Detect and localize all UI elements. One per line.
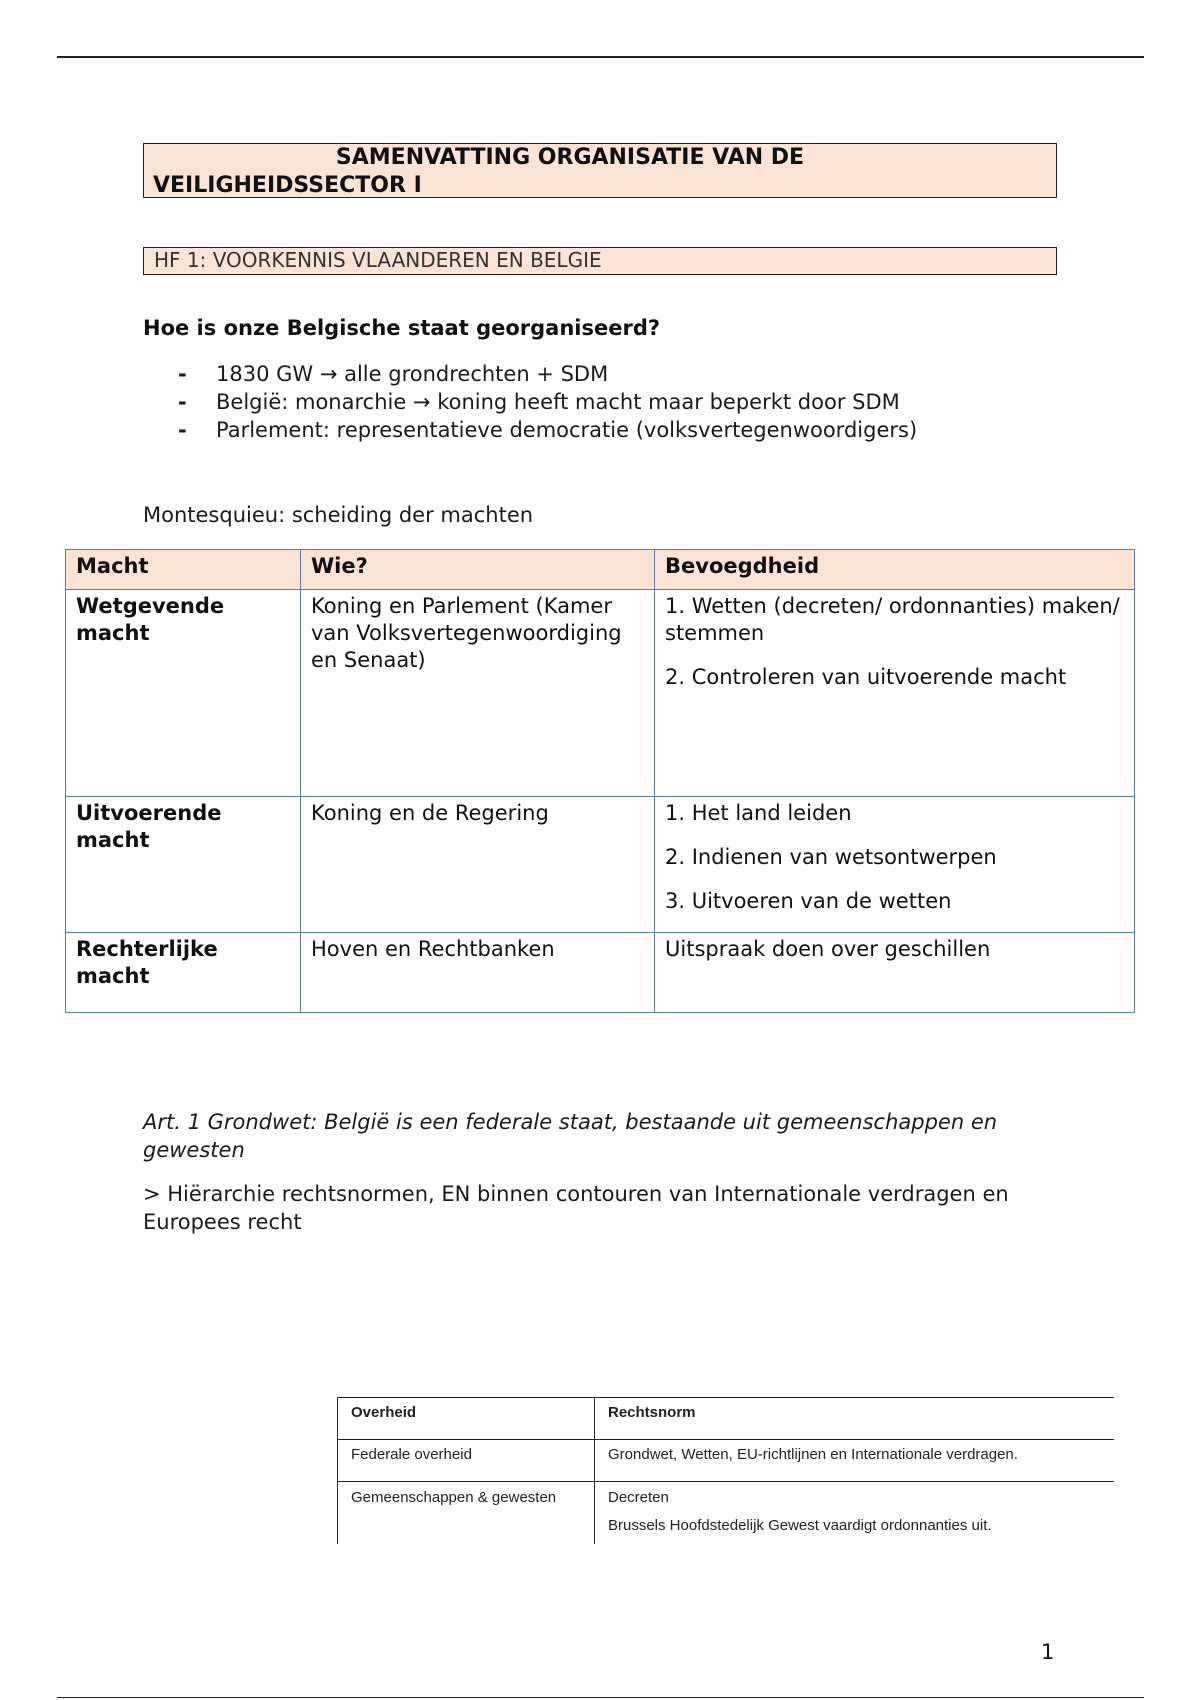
montesquieu-text: Montesquieu: scheiding der machten <box>143 503 534 527</box>
macht-cell: Wetgevende macht <box>66 590 301 797</box>
wie-cell: Koning en Parlement (Kamer van Volksvertegenwoordiging en Senaat) <box>301 590 655 797</box>
section-heading: Hoe is onze Belgische staat georganiseerd? <box>143 316 661 340</box>
footer-rule <box>57 1697 1144 1698</box>
table-row <box>66 797 1135 933</box>
rechtsnorm-cell: Decreten Brussels Hoofdstedelijk Gewest vaardigt ordonnanties uit. <box>594 1482 1114 1544</box>
overheid-cell: Federale overheid <box>337 1440 594 1481</box>
table-header-row <box>337 1397 1114 1439</box>
table-row <box>66 590 1135 797</box>
wie-cell: Hoven en Rechtbanken <box>301 933 655 1013</box>
overheid-cell: Gemeenschappen & gewesten <box>337 1482 594 1544</box>
bullet-list <box>178 360 917 444</box>
column-header-bevoegdheid: Bevoegdheid <box>655 550 1135 590</box>
bevoegdheid-cell: 1. Het land leiden 2. Indienen van wetsontwerpen 3. Uitvoeren van de wetten <box>655 797 1135 933</box>
table-header-row <box>66 550 1135 590</box>
column-header-wie: Wie? <box>301 550 655 590</box>
table-row <box>337 1481 1114 1544</box>
bevoegdheid-cell: Uitspraak doen over geschillen <box>655 933 1135 1013</box>
page-number: 1 <box>1041 1640 1055 1664</box>
article-1-quote: Art. 1 Grondwet: België is een federale staat, bestaande uit gemeenschappen en gewesten <box>143 1110 998 1162</box>
document-title <box>143 143 1057 198</box>
column-header-overheid: Overheid <box>337 1398 594 1439</box>
title-line-2: VEILIGHEIDSSECTOR I <box>153 173 422 198</box>
column-header-macht: Macht <box>66 550 301 590</box>
title-line-1: SAMENVATTING ORGANISATIE VAN DE <box>335 145 805 170</box>
list-item: - Parlement: representatieve democratie (volksvertegenwoordigers) <box>178 418 918 442</box>
chapter-heading: HF 1: VOORKENNIS VLAANDEREN EN BELGIE <box>143 247 1057 275</box>
bevoegdheid-cell: 1. Wetten (decreten/ ordonnanties) maken/ stemmen 2. Controleren van uitvoerende macht <box>655 590 1135 797</box>
hierarchie-text: > Hiërarchie rechtsnormen, EN binnen contouren van Internationale verdragen en Europees recht <box>143 1182 1009 1234</box>
header-rule <box>57 56 1144 58</box>
column-header-rechtsnorm: Rechtsnorm <box>594 1398 1114 1439</box>
list-item: - 1830 GW → alle grondrechten + SDM <box>178 362 609 386</box>
wie-cell: Koning en de Regering <box>301 797 655 933</box>
table-row <box>337 1439 1114 1481</box>
rechtsnorm-cell: Grondwet, Wetten, EU-richtlijnen en Internationale verdragen. <box>594 1440 1114 1481</box>
machten-table <box>65 549 1135 1013</box>
rechtsnorm-table <box>337 1397 1114 1544</box>
macht-cell: Uitvoerende macht <box>66 797 301 933</box>
list-item: - België: monarchie → koning heeft macht maar beperkt door SDM <box>178 390 900 414</box>
table-row <box>66 933 1135 1013</box>
macht-cell: Rechterlijke macht <box>66 933 301 1013</box>
